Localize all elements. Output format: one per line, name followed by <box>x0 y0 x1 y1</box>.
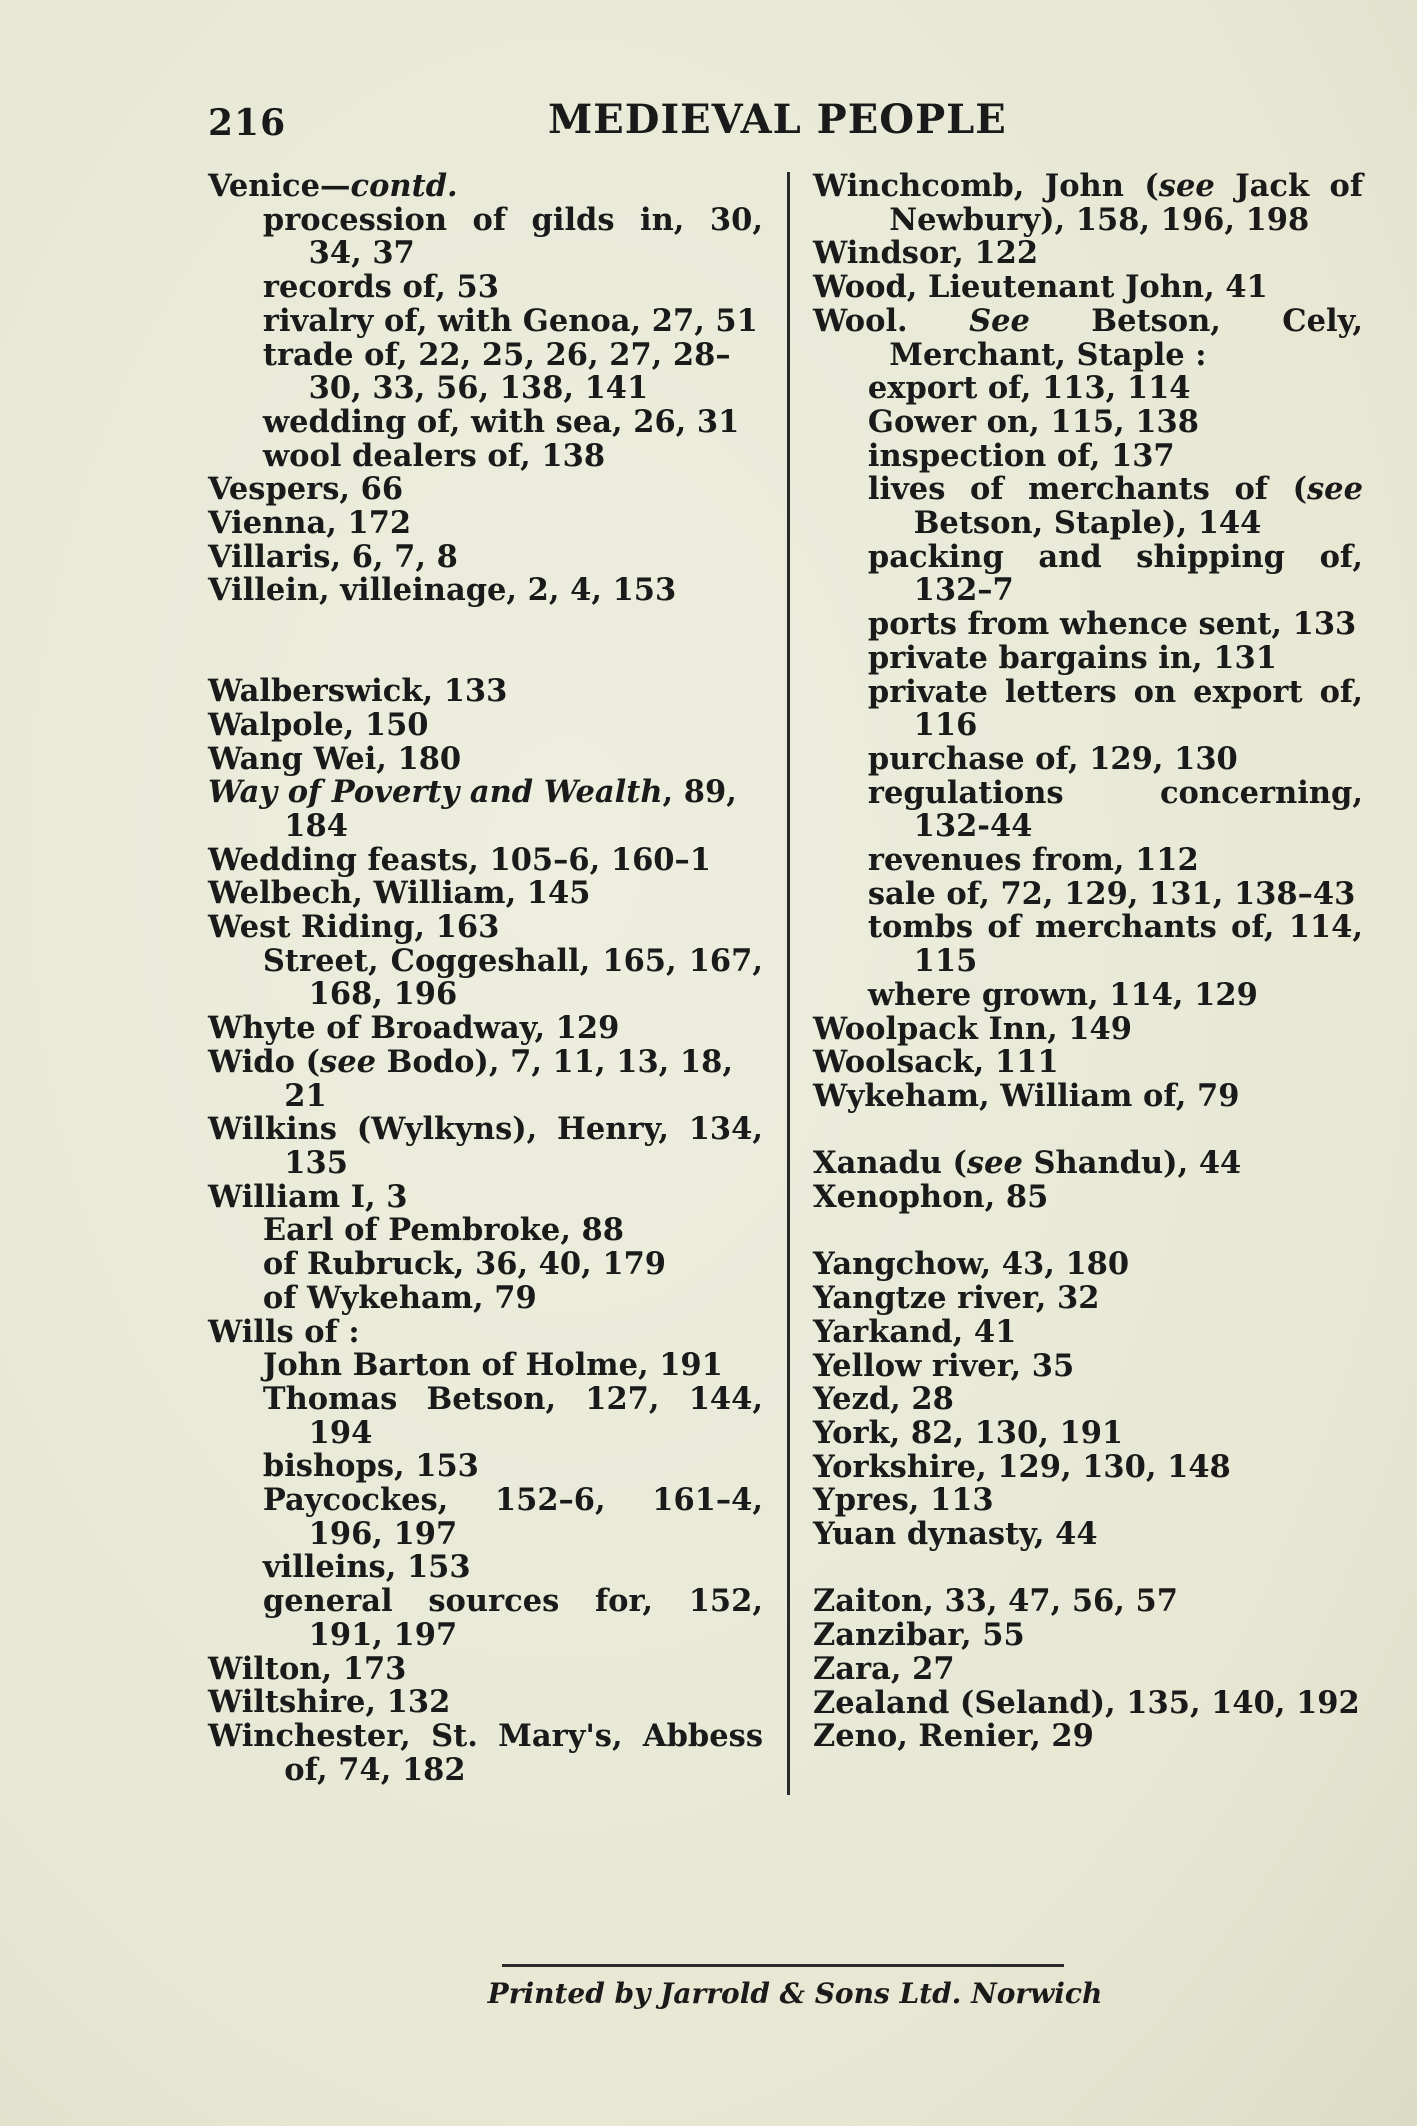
index-entry <box>208 1717 763 1788</box>
index-entry <box>813 1619 1363 1653</box>
index-text: Yellow river, 35 <box>813 1347 1075 1384</box>
index-entry <box>208 1043 763 1114</box>
index-text: William I, 3 <box>208 1178 408 1215</box>
column-divider <box>787 172 790 1795</box>
index-text: Woolpack Inn, 149 <box>813 1010 1132 1047</box>
index-text: purchase of, 129, 130 <box>867 740 1238 777</box>
index-text: see <box>966 1145 1023 1182</box>
index-text: See <box>969 302 1030 339</box>
index-subentry <box>813 911 1363 978</box>
index-entry <box>813 1684 1363 1721</box>
index-text: Ypres, 113 <box>813 1482 994 1519</box>
index-entry <box>813 302 1363 373</box>
index-entry <box>813 1046 1363 1080</box>
index-text: Wool. <box>813 302 970 339</box>
index-gap <box>208 608 763 675</box>
index-subentry <box>813 403 1363 440</box>
index-entry <box>813 1650 1363 1687</box>
index-entry <box>813 1484 1363 1518</box>
index-entry <box>208 841 763 878</box>
index-gap <box>813 1552 1363 1586</box>
index-text: see <box>1158 168 1215 204</box>
index-text: Villein, villeinage, 2, 4, 153 <box>208 572 677 609</box>
index-text: where grown, 114, 129 <box>867 976 1258 1013</box>
page-header <box>208 96 1038 152</box>
index-text: Gower on, 115, 138 <box>867 403 1199 440</box>
index-text: , 89, 184 <box>284 774 737 844</box>
index-entry <box>208 675 763 709</box>
index-text: trade of, 22, 25, 26, 27, 28–30, 33, 56, 138, 141 <box>262 336 731 407</box>
index-subentry <box>208 403 763 440</box>
index-entry <box>208 473 763 507</box>
index-subentry <box>813 538 1363 609</box>
index-subentry <box>813 774 1363 845</box>
index-entry <box>813 237 1363 271</box>
index-text: see <box>320 1043 377 1080</box>
index-text: Betson, Staple), 144 <box>913 505 1262 542</box>
index-text: York, 82, 130, 191 <box>813 1414 1124 1451</box>
index-entry <box>813 1720 1363 1754</box>
index-text: Vespers, 66 <box>208 471 404 508</box>
index-entry <box>208 574 763 608</box>
index-subentry <box>813 673 1363 744</box>
index-subentry <box>208 1585 763 1652</box>
index-gap <box>813 1114 1363 1148</box>
index-text: Winchcomb, John ( <box>813 168 1159 204</box>
index-text: Earl of Pembroke, 88 <box>262 1212 625 1249</box>
index-gap <box>813 1215 1363 1249</box>
index-entry <box>208 740 763 777</box>
index-subentry <box>208 437 763 474</box>
index-column-left <box>208 170 763 1787</box>
index-text: regulations concerning, 132-44 <box>867 774 1363 845</box>
index-entry <box>208 776 763 843</box>
index-entry <box>813 1448 1363 1485</box>
index-text: packing and shipping of, 132–7 <box>867 538 1363 609</box>
index-text: Yangchow, 43, 180 <box>813 1246 1130 1283</box>
index-entry <box>813 271 1363 305</box>
index-subentry <box>813 740 1363 777</box>
index-entry <box>813 1147 1363 1181</box>
index-text: Woolsack, 111 <box>813 1044 1059 1081</box>
index-text: Zealand (Seland), 135, 140, 192 <box>813 1684 1360 1721</box>
page-number: 216 <box>208 102 287 144</box>
index-text: Xenophon, 85 <box>813 1179 1049 1216</box>
index-entry <box>208 877 763 911</box>
index-entry <box>813 1181 1363 1215</box>
index-text: tombs of merchants of, 114, 115 <box>867 909 1363 980</box>
index-subentry <box>813 976 1363 1013</box>
index-text: Zaiton, 33, 47, 56, 57 <box>813 1583 1178 1620</box>
index-text: see <box>1307 471 1363 508</box>
index-entry <box>813 1585 1363 1619</box>
index-text: Yarkand, 41 <box>813 1313 1017 1350</box>
index-text: of Rubruck, 36, 40, 179 <box>262 1246 667 1283</box>
index-text: procession of gilds in, 30, 34, 37 <box>262 201 763 272</box>
index-text: contd. <box>350 168 458 204</box>
index-subentry <box>208 1450 763 1484</box>
index-text: Zara, 27 <box>813 1650 955 1687</box>
index-subentry <box>208 271 763 305</box>
index-entry <box>208 1313 763 1350</box>
index-text: Wilton, 173 <box>208 1650 407 1687</box>
index-text: Wills of : <box>208 1313 360 1350</box>
index-text: Welbech, William, 145 <box>208 875 591 912</box>
index-entry <box>208 507 763 541</box>
index-text: Villaris, 6, 7, 8 <box>208 538 458 575</box>
index-text: records of, 53 <box>262 269 499 306</box>
index-text: Windsor, 122 <box>813 235 1039 272</box>
index-text: Wilkins (Wylkyns), Henry, 134, 135 <box>208 1111 763 1181</box>
index-subentry <box>208 1248 763 1282</box>
index-text: Xanadu ( <box>813 1145 967 1182</box>
index-subentry <box>813 639 1363 676</box>
index-text: Wiltshire, 132 <box>208 1684 451 1721</box>
index-text: Whyte of Broadway, 129 <box>208 1010 620 1047</box>
index-text: inspection of, 137 <box>867 437 1175 474</box>
index-subentry <box>208 1380 763 1451</box>
index-text: private letters on export of, 116 <box>867 673 1363 744</box>
index-text: John Barton of Holme, 191 <box>262 1347 723 1384</box>
index-entry <box>208 911 763 945</box>
index-subentry <box>208 1551 763 1585</box>
index-entry <box>208 1178 763 1215</box>
index-text: Wykeham, William of, 79 <box>813 1077 1240 1114</box>
index-text: private bargains in, 131 <box>867 639 1277 676</box>
index-text: Wood, Lieutenant John, 41 <box>813 269 1268 306</box>
running-title: MEDIEVAL PEOPLE <box>548 96 1007 143</box>
index-subentry <box>813 875 1363 912</box>
index-text: wedding of, with sea, 26, 31 <box>262 403 740 440</box>
index-text: Street, Coggeshall, 165, 167, 168, 196 <box>262 942 763 1013</box>
index-text: Paycockes, 152–6, 161–4, 196, 197 <box>262 1482 763 1552</box>
index-text: Zeno, Renier, 29 <box>813 1718 1094 1755</box>
index-entry <box>813 1077 1363 1114</box>
index-text: Walpole, 150 <box>208 706 429 743</box>
index-text: Wido ( <box>208 1043 321 1080</box>
index-entry <box>208 1686 763 1720</box>
index-subentry <box>208 1214 763 1248</box>
printer-imprint: Printed by Jarrold & Sons Ltd. Norwich <box>487 1977 1103 2010</box>
index-text: export of, 113, 114 <box>867 370 1191 407</box>
index-entry <box>208 1012 763 1046</box>
index-text: Vienna, 172 <box>208 505 412 542</box>
index-text: bishops, 153 <box>262 1448 479 1485</box>
index-subentry <box>813 372 1363 406</box>
index-entry <box>208 706 763 743</box>
index-entry <box>813 1282 1363 1316</box>
index-text: Yezd, 28 <box>813 1381 954 1418</box>
index-entry <box>813 170 1363 237</box>
index-text: Jack of Newbury), 158, 196, 198 <box>889 168 1363 238</box>
index-text: Walberswick, 133 <box>208 673 508 710</box>
index-text: ports from whence sent, 133 <box>867 606 1357 643</box>
index-text: Zanzibar, 55 <box>813 1617 1025 1654</box>
index-text: Wedding feasts, 105–6, 160–1 <box>208 841 711 878</box>
index-text: Venice— <box>208 168 351 204</box>
index-subentry <box>813 473 1363 540</box>
index-text: Shandu), 44 <box>1022 1145 1242 1182</box>
index-text: of Wykeham, 79 <box>262 1279 537 1316</box>
index-entry <box>208 538 763 575</box>
index-column-right <box>813 170 1363 1754</box>
index-entry <box>208 1650 763 1687</box>
index-entry <box>813 1518 1363 1552</box>
index-entry <box>208 170 763 204</box>
index-subentry <box>208 1349 763 1383</box>
index-entry <box>813 1248 1363 1282</box>
index-subentry <box>208 1279 763 1316</box>
index-text: Way of Poverty and Wealth <box>208 774 663 811</box>
index-text: Bodo), 7, 11, 13, 18, 21 <box>284 1043 733 1114</box>
index-text: Thomas Betson, 127, 144, 194 <box>262 1380 763 1451</box>
index-text: revenues from, 112 <box>867 842 1199 879</box>
index-entry <box>813 1347 1363 1384</box>
footer-rule <box>502 1964 1064 1967</box>
index-text: Yorkshire, 129, 130, 148 <box>813 1448 1231 1485</box>
index-subentry <box>208 201 763 272</box>
index-entry <box>813 1414 1363 1451</box>
index-text: wool dealers of, 138 <box>262 437 606 474</box>
index-text: lives of merchants of ( <box>867 471 1308 508</box>
index-subentry <box>813 437 1363 474</box>
index-subentry <box>208 302 763 339</box>
index-subentry <box>813 608 1363 642</box>
index-text: rivalry of, with Genoa, 27, 51 <box>262 302 758 339</box>
index-entry <box>813 1010 1363 1047</box>
index-subentry <box>208 336 763 407</box>
index-text: West Riding, 163 <box>208 909 500 946</box>
index-text: Betson, Cely, Merchant, Staple : <box>889 302 1363 373</box>
index-subentry <box>208 1484 763 1551</box>
index-text: sale of, 72, 129, 131, 138–43 <box>867 875 1356 912</box>
index-text: general sources for, 152, 191, 197 <box>262 1583 763 1653</box>
index-text: Yuan dynasty, 44 <box>813 1516 1098 1553</box>
index-text: villeins, 153 <box>262 1549 471 1586</box>
index-text: Yangtze river, 32 <box>813 1280 1100 1317</box>
index-entry <box>813 1383 1363 1417</box>
index-text: Wang Wei, 180 <box>208 740 462 777</box>
index-entry <box>813 1313 1363 1350</box>
index-entry <box>208 1113 763 1180</box>
index-subentry <box>208 942 763 1013</box>
index-text: Winchester, St. Mary's, Abbess of, 74, 182 <box>208 1717 763 1788</box>
index-subentry <box>813 844 1363 878</box>
